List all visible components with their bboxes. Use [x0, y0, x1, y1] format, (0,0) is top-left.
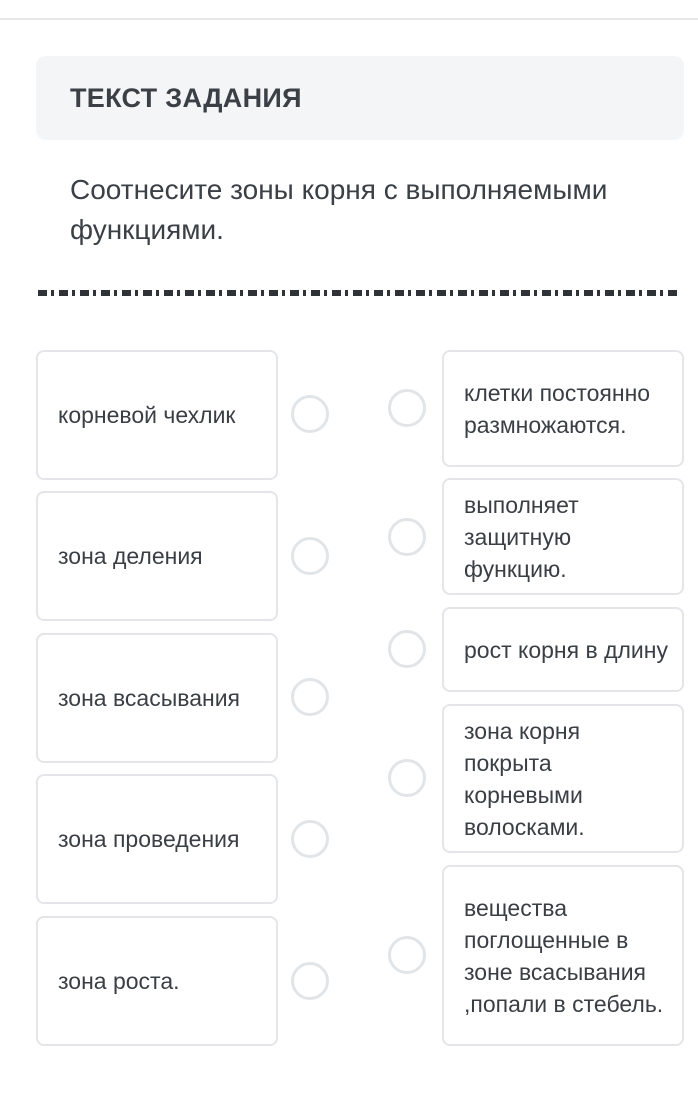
- right-item-label: зона корня покрыта корневыми волосками.: [464, 717, 585, 840]
- left-item-conduction-zone[interactable]: [36, 774, 278, 904]
- right-item-label: рост корня в длину: [464, 636, 668, 663]
- left-item-label: зона всасывания: [58, 685, 241, 711]
- left-radio-1[interactable]: [291, 395, 329, 433]
- left-item-root-cap[interactable]: [36, 350, 278, 480]
- left-item-label: зона роста.: [58, 968, 180, 994]
- left-radio-3[interactable]: [291, 678, 329, 716]
- left-item-absorption-zone[interactable]: [36, 633, 278, 763]
- left-item-label: корневой чехлик: [58, 402, 236, 428]
- left-item-label: зона деления: [58, 543, 203, 569]
- left-item-label: зона проведения: [58, 826, 240, 852]
- right-radio-4[interactable]: [388, 759, 426, 797]
- right-item-protective-function[interactable]: [442, 478, 684, 595]
- right-item-root-hairs[interactable]: [442, 704, 684, 853]
- dashed-divider: [38, 290, 680, 296]
- right-radio-5[interactable]: [388, 936, 426, 974]
- top-divider: [0, 18, 698, 20]
- right-item-substances-to-stem[interactable]: [442, 865, 684, 1046]
- right-radio-3[interactable]: [388, 630, 426, 668]
- left-item-growth-zone[interactable]: [36, 916, 278, 1046]
- right-radio-2[interactable]: [388, 518, 426, 556]
- right-radio-1[interactable]: [388, 389, 426, 427]
- left-item-division-zone[interactable]: [36, 491, 278, 621]
- task-header-title: ТЕКСТ ЗАДАНИЯ: [70, 82, 302, 113]
- right-item-label: вещества поглощенные в зоне всасывания ,попали в стебель.: [464, 894, 664, 1017]
- left-radio-2[interactable]: [291, 537, 329, 575]
- right-item-cells-divide[interactable]: [442, 350, 684, 467]
- left-radio-5[interactable]: [291, 962, 329, 1000]
- right-item-label: клетки постоянно размножаются.: [464, 379, 651, 438]
- right-item-label: выполняет защитную функцию.: [464, 491, 579, 582]
- question-text: Соотнесите зоны корня с выполняемыми функциями.: [70, 174, 608, 245]
- right-item-root-length-growth[interactable]: [442, 607, 684, 692]
- task-header: [36, 56, 684, 140]
- left-radio-4[interactable]: [291, 820, 329, 858]
